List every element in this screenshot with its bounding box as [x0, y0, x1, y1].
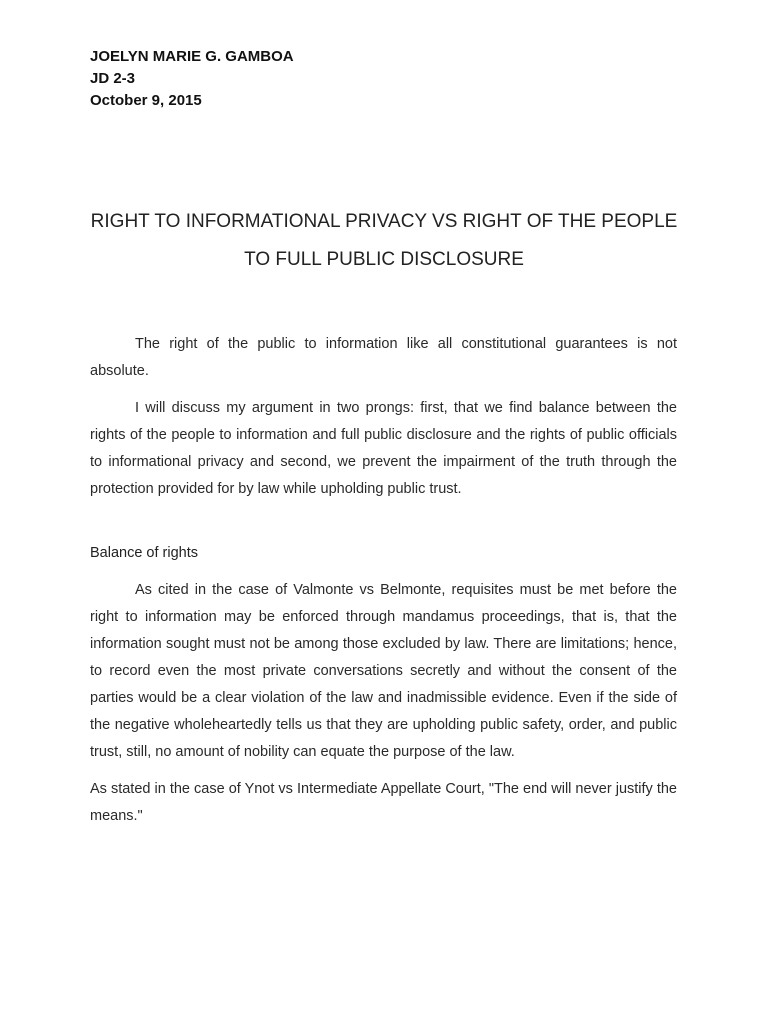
paragraph-ynot: As stated in the case of Ynot vs Intermediate Appellate Court, "The end will never justify the means." — [90, 781, 677, 824]
paragraph-argument: I will discuss my argument in two prongs: first, that we find balance between the rights of the people to information and full public disclosure and the rights of public officials to informational privacy and second, we prevent the impairment of the truth through the protection provided for by law while upholding public trust. — [90, 400, 677, 497]
paragraph-valmonte: As cited in the case of Valmonte vs Belmonte, requisites must be met before the right to information may be enforced through mandamus proceedings, that is, that the information sought must not be among those excluded by law. There are limitations; hence, to record even the most private conversations secretly and without the consent of the parties would be a clear violation of the law and inadmissible evidence. Even if the side of the negative wholeheartedly tells us that they are upholding public safety, order, and public trust, still, no amount of nobility can equate the purpose of the law. — [90, 582, 677, 760]
class-section: JD 2-3 — [90, 70, 136, 87]
author-header — [90, 46, 294, 112]
paragraph-intro: The right of the public to information like all constitutional guarantees is not absolute. — [90, 336, 677, 379]
title-line-2: TO FULL PUBLIC DISCLOSURE — [244, 249, 524, 270]
document-date: October 9, 2015 — [90, 92, 202, 109]
title-line-1: RIGHT TO INFORMATIONAL PRIVACY VS RIGHT OF THE PEOPLE — [90, 211, 678, 232]
section-heading: Balance of rights — [90, 545, 199, 561]
document-title — [80, 203, 688, 279]
author-name: JOELYN MARIE G. GAMBOA — [90, 48, 294, 65]
document-body — [90, 331, 677, 840]
